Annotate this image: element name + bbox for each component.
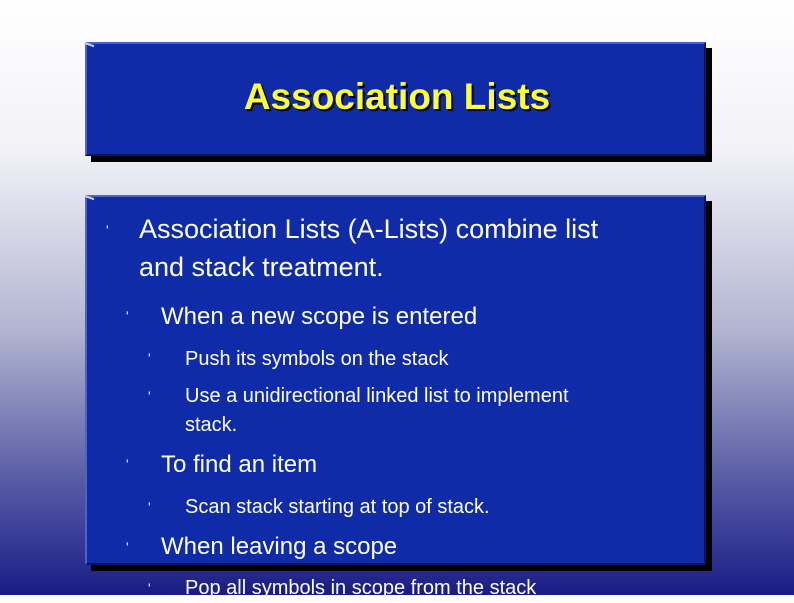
bullet-text: Association Lists (A-Lists) combine list <box>139 214 599 244</box>
bullet-marker: ' <box>148 499 151 515</box>
bullet-text: Push its symbols on the stack <box>185 348 449 370</box>
bullet-text: When leaving a scope <box>161 533 398 560</box>
bullet-marker: ' <box>148 580 151 596</box>
bullet-marker: ' <box>148 388 151 404</box>
bullet-text: stack. <box>185 414 238 436</box>
bullet-marker: ' <box>126 539 129 555</box>
bullet-text: To find an item <box>161 451 318 478</box>
bullet-marker: ' <box>148 350 151 366</box>
panel-corner-accent <box>82 195 94 206</box>
bullet-text: and stack treatment. <box>139 252 384 282</box>
bullet-marker: ' <box>126 456 129 472</box>
bullet-marker: ' <box>126 308 129 324</box>
bullet-text: Use a unidirectional linked list to implement <box>185 385 569 407</box>
bullet-text: When a new scope is entered <box>161 303 478 330</box>
slide-title: Association Lists <box>243 76 551 117</box>
bullet-marker: ' <box>106 222 109 238</box>
panel-corner-accent <box>82 42 94 53</box>
bullet-text: Pop all symbols in scope from the stack <box>185 577 537 599</box>
bullet-text: Scan stack starting at top of stack. <box>185 496 490 518</box>
